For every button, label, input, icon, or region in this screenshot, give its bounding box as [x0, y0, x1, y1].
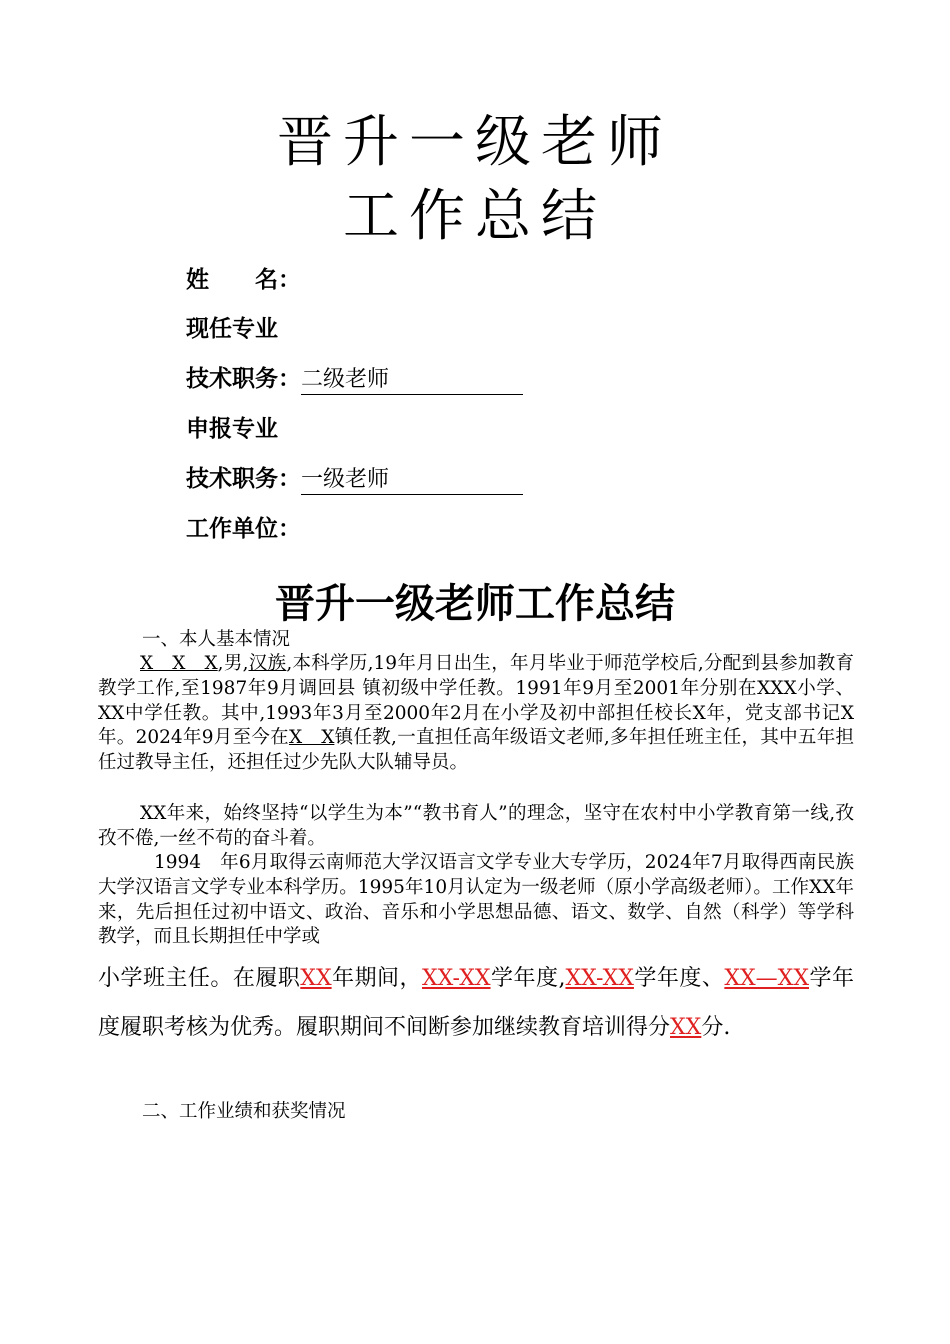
- cover-title-line1: 晋升一级老师: [277, 110, 673, 175]
- paragraph-philosophy: [98, 802, 854, 852]
- town-name: X X: [288, 727, 335, 749]
- paragraph-evaluation: [98, 954, 854, 1052]
- person-name: X X X: [140, 653, 218, 674]
- section-heading-basic-info: 一、本人基本情况: [142, 629, 291, 650]
- name-label-char1: 姓: [186, 267, 209, 293]
- paragraph-education: [98, 851, 854, 950]
- current-major-label: 现任专业: [186, 316, 278, 342]
- text-span: ,男,: [217, 653, 249, 674]
- text-span: 小学班主任。在履职: [98, 966, 301, 991]
- placeholder-year-range-3: XX—XX: [724, 966, 809, 991]
- apply-post-field: [186, 459, 523, 499]
- current-post-value: 二级老师: [301, 366, 523, 395]
- paragraph-philosophy-text: XX年来，始终坚持“以学生为本”“教书育人”的理念，坚守在农村中小学教育第一线,孜孜不倦,一丝不苟的奋斗着。: [98, 803, 854, 849]
- text-span: 年期间，: [331, 966, 423, 991]
- text-span: 镇任教,一直担任高年级语文老师,多年担任班主任，其中五年担任过教导主任，还担任过少先队大队辅导员。: [98, 727, 854, 774]
- placeholder-score: XX: [670, 1015, 702, 1040]
- cover-title-line2: 工作总结: [343, 184, 607, 249]
- paragraph-basic-info: [98, 652, 854, 776]
- document-title: 晋升一级老师工作总结: [275, 581, 675, 627]
- current-post-field: [186, 359, 523, 399]
- ethnicity: 汉族: [248, 653, 287, 674]
- name-field: [186, 260, 301, 300]
- text-span: 学年度履职考核为优秀。履职期间不间断参加继续教育培训得分: [98, 966, 854, 1040]
- text-span: 学年度、: [633, 966, 725, 991]
- placeholder-years: XX: [300, 966, 332, 991]
- current-post-label: 技术职务：: [186, 366, 301, 392]
- work-unit-label: 工作单位：: [186, 516, 301, 542]
- apply-post-value: 一级老师: [301, 466, 523, 495]
- text-span: 学年度,: [490, 966, 566, 991]
- placeholder-year-range-2: XX-XX: [565, 966, 634, 991]
- text-span: 分.: [701, 1015, 731, 1040]
- text-span: ,本科学历,19年月日出生，年月毕业于师范学校后,分配到县参加教育教学工作,至1987年9月调回县 镇初级中学任教。1991年9月至2001年分别在XXX小学、XX中学任教。其中,1993年3月至2000年2月在小学及初中部担任校长X年，党支部书记X年。2024年9月至今在: [98, 653, 855, 749]
- paragraph-education-text: 1994 年6月取得云南师范大学汉语言文学专业大专学历，2024年7月取得西南民族大学汉语言文学专业本科学历。1995年10月认定为一级老师（原小学高级老师）。工作XX年来，先后担任过初中语文、政治、音乐和小学思想品德、语文、数学、自然（科学）等学科教学，而且长期担任中学或: [98, 852, 854, 948]
- placeholder-year-range-1: XX-XX: [422, 966, 491, 991]
- section-heading-achievements: 二、工作业绩和获奖情况: [142, 1101, 346, 1122]
- apply-major-label: 申报专业: [186, 416, 278, 442]
- apply-post-label: 技术职务：: [186, 466, 301, 492]
- name-label-char2: 名：: [255, 267, 301, 293]
